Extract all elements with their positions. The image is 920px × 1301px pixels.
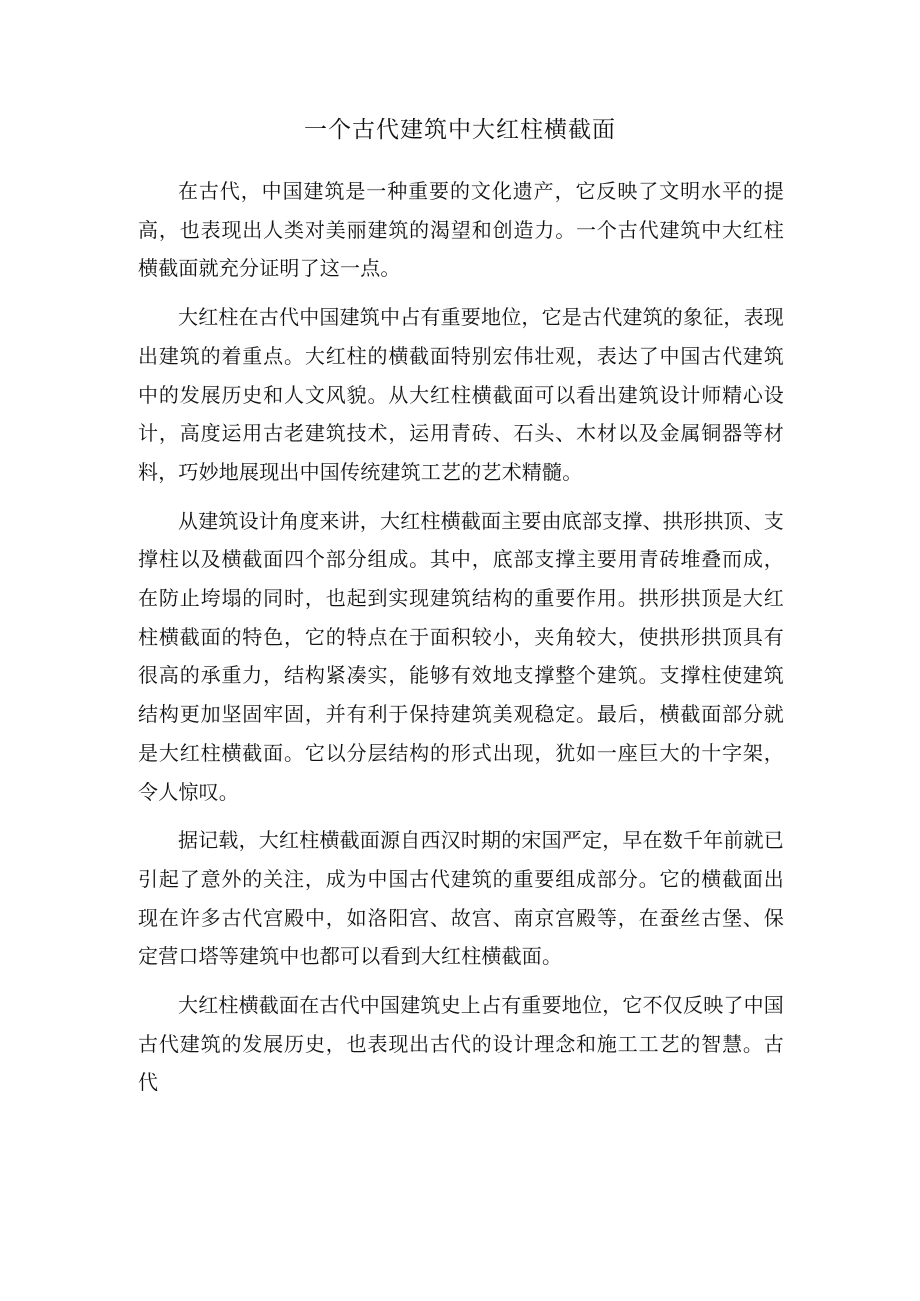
paragraph-2: 大红柱在古代中国建筑中占有重要地位，它是古代建筑的象征，表现出建筑的着重点。大红柱的横截面特别宏伟壮观，表达了中国古代建筑中的发展历史和人文风貌。从大红柱横截面可以看出建筑设计师精心设计，高度运用古老建筑技术，运用青砖、石头、木材以及金属铜器等材料，巧妙地展现出中国传统建筑工艺的艺术精髓。: [138, 305, 784, 484]
paragraph-5: 大红柱横截面在古代中国建筑史上占有重要地位，它不仅反映了中国古代建筑的发展历史，也表现出古代的设计理念和施工工艺的智慧。古代: [138, 993, 784, 1095]
paragraph-3: 从建筑设计角度来讲，大红柱横截面主要由底部支撑、拱形拱顶、支撑柱以及横截面四个部分组成。其中，底部支撑主要用青砖堆叠而成，在防止垮塌的同时，也起到实现建筑结构的重要作用。拱形拱顶是大红柱横截面的特色，它的特点在于面积较小，夹角较大，使拱形拱顶具有很高的承重力，结构紧凑实，能够有效地支撑整个建筑。支撑柱使建筑结构更加坚固牢固，并有利于保持建筑美观稳定。最后，横截面部分就是大红柱横截面。它以分层结构的形式出现，犹如一座巨大的十字架，令人惊叹。: [138, 508, 784, 804]
document-body: [138, 172, 784, 1112]
document-title: 一个古代建筑中大红柱横截面: [304, 117, 616, 143]
paragraph-1: 在古代，中国建筑是一种重要的文化遗产，它反映了文明水平的提高，也表现出人类对美丽建筑的渴望和创造力。一个古代建筑中大红柱横截面就充分证明了这一点。: [138, 179, 784, 281]
paragraph-4: 据记载，大红柱横截面源自西汉时期的宋国严定，早在数千年前就已引起了意外的关注，成为中国古代建筑的重要组成部分。它的横截面出现在许多古代宫殿中，如洛阳宫、故宫、南京宫殿等，在蚕丝古堡、保定营口塔等建筑中也都可以看到大红柱横截面。: [138, 828, 784, 969]
